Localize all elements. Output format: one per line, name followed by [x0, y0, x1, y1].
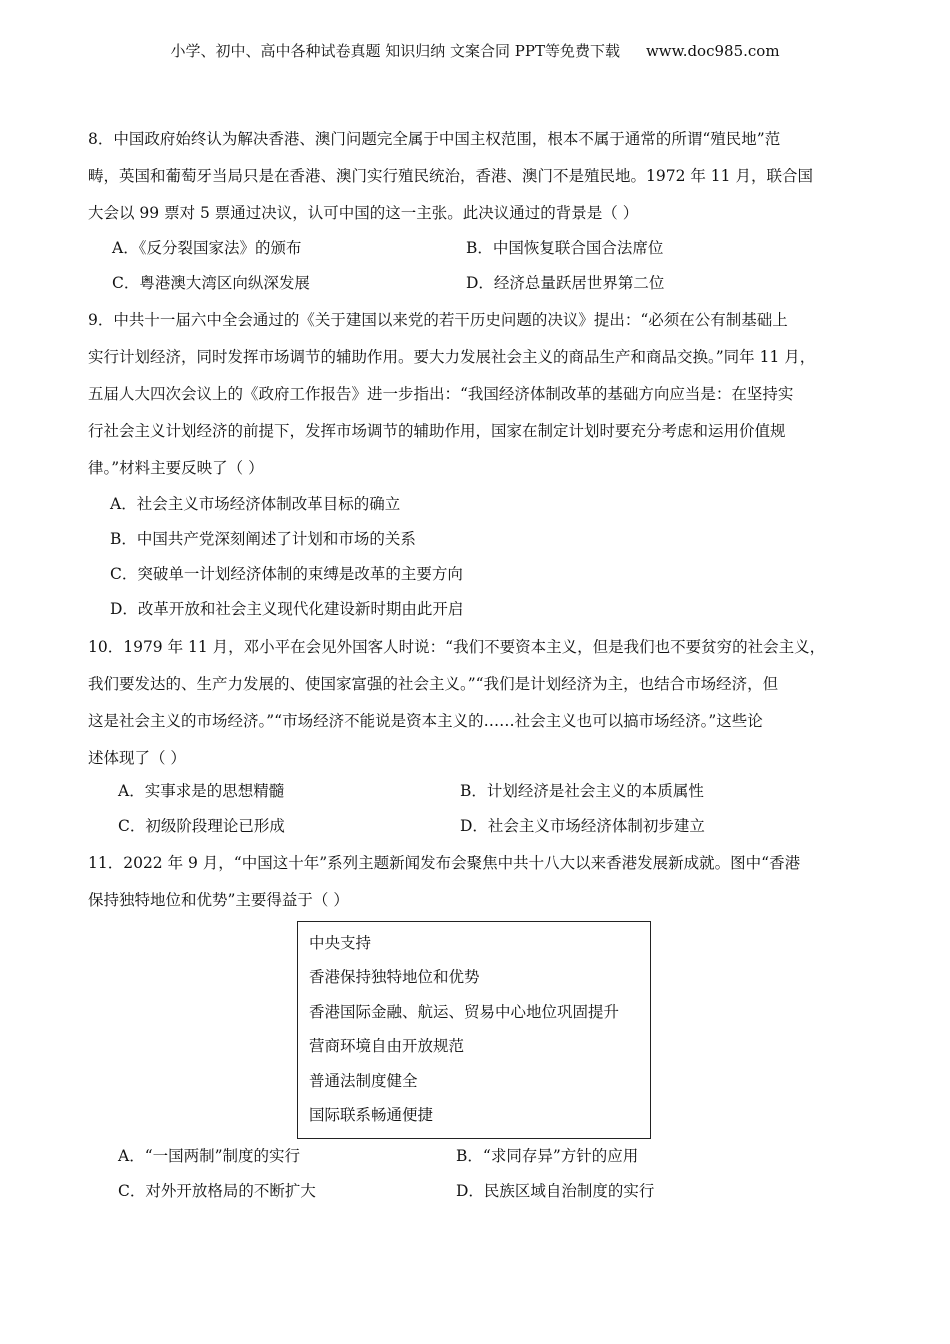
q11-stem-line-2: 保持独特地位和优势”主要得益于（ ） — [88, 891, 349, 909]
q8-option-a[interactable]: A．《反分裂国家法》的颁布 — [112, 239, 302, 257]
q10-stem-line-3: 这是社会主义的市场经济。”“市场经济不能说是资本主义的……社会主义也可以搞市场经济。”这些论 — [88, 712, 763, 730]
q9-stem-line-2: 实行计划经济，同时发挥市场调节的辅助作用。要大力发展社会主义的商品生产和商品交换。”同年 11 月， — [88, 348, 816, 366]
q10-stem-line-1: 10．1979 年 11 月，邓小平在会见外国客人时说：“我们不要资本主义，但是我们也不要贫穷的社会主义， — [88, 638, 826, 656]
q11-box-line: 香港保持独特地位和优势 — [309, 968, 480, 986]
q10-option-c[interactable]: C．初级阶段理论已形成 — [118, 817, 285, 835]
q8-stem-line-1: 8．中国政府始终认为解决香港、澳门问题完全属于中国主权范围，根本不属于通常的所谓“殖民地”范 — [88, 130, 781, 148]
q11-box-line: 香港国际金融、航运、贸易中心地位巩固提升 — [309, 1003, 620, 1021]
q11-option-c[interactable]: C．对外开放格局的不断扩大 — [118, 1182, 316, 1200]
q9-option-c[interactable]: C．突破单一计划经济体制的束缚是改革的主要方向 — [110, 565, 463, 583]
q10-stem-line-2: 我们要发达的、生产力发展的、使国家富强的社会主义。”“我们是计划经济为主，也结合市场经济，但 — [88, 675, 779, 693]
header-text: 小学、初中、高中各种试卷真题 知识归纳 文案合同 PPT等免费下载 — [170, 42, 620, 60]
q11-stem-line-1: 11．2022 年 9 月，“中国这十年”系列主题新闻发布会聚焦中共十八大以来香港发展新成就。图中“香港 — [88, 854, 801, 872]
q11-option-d[interactable]: D．民族区域自治制度的实行 — [456, 1182, 655, 1200]
q9-option-d[interactable]: D．改革开放和社会主义现代化建设新时期由此开启 — [110, 600, 464, 618]
q10-stem-line-4: 述体现了（ ） — [88, 749, 186, 767]
q8-option-d[interactable]: D．经济总量跃居世界第二位 — [466, 274, 665, 292]
q11-figure-box — [297, 921, 651, 1139]
q8-stem-line-2: 畴，英国和葡萄牙当局只是在香港、澳门实行殖民统治，香港、澳门不是殖民地。1972 年 11 月，联合国 — [88, 167, 813, 185]
q10-option-b[interactable]: B．计划经济是社会主义的本质属性 — [460, 782, 704, 800]
q9-option-b[interactable]: B．中国共产党深刻阐述了计划和市场的关系 — [110, 530, 416, 548]
q11-option-b[interactable]: B．“求同存异”方针的应用 — [456, 1147, 639, 1165]
q8-option-b[interactable]: B．中国恢复联合国合法席位 — [466, 239, 664, 257]
q8-stem-line-3: 大会以 99 票对 5 票通过决议，认可中国的这一主张。此决议通过的背景是（ ） — [88, 204, 639, 222]
q8-option-c[interactable]: C．粤港澳大湾区向纵深发展 — [112, 274, 310, 292]
q9-stem-line-5: 律。”材料主要反映了（ ） — [88, 459, 264, 477]
q11-box-line: 中央支持 — [309, 934, 372, 952]
q9-stem-line-3: 五届人大四次会议上的《政府工作报告》进一步指出：“我国经济体制改革的基础方向应当是：在坚持实 — [88, 385, 794, 403]
q11-option-a[interactable]: A．“一国两制”制度的实行 — [118, 1147, 301, 1165]
header-site-link[interactable]: www.doc985.com — [645, 42, 780, 60]
q11-box-line: 普通法制度健全 — [309, 1072, 418, 1090]
q9-option-a[interactable]: A．社会主义市场经济体制改革目标的确立 — [110, 495, 401, 513]
q9-stem-line-4: 行社会主义计划经济的前提下，发挥市场调节的辅助作用，国家在制定计划时要充分考虑和运用价值规 — [88, 422, 786, 440]
q10-option-a[interactable]: A．实事求是的思想精髓 — [118, 782, 285, 800]
q11-box-line: 营商环境自由开放规范 — [309, 1037, 465, 1055]
q9-stem-line-1: 9．中共十一届六中全会通过的《关于建国以来党的若干历史问题的决议》提出：“必须在公有制基础上 — [88, 311, 788, 329]
q10-option-d[interactable]: D．社会主义市场经济体制初步建立 — [460, 817, 705, 835]
page-header — [0, 41, 950, 61]
q11-box-line: 国际联系畅通便捷 — [309, 1106, 434, 1124]
